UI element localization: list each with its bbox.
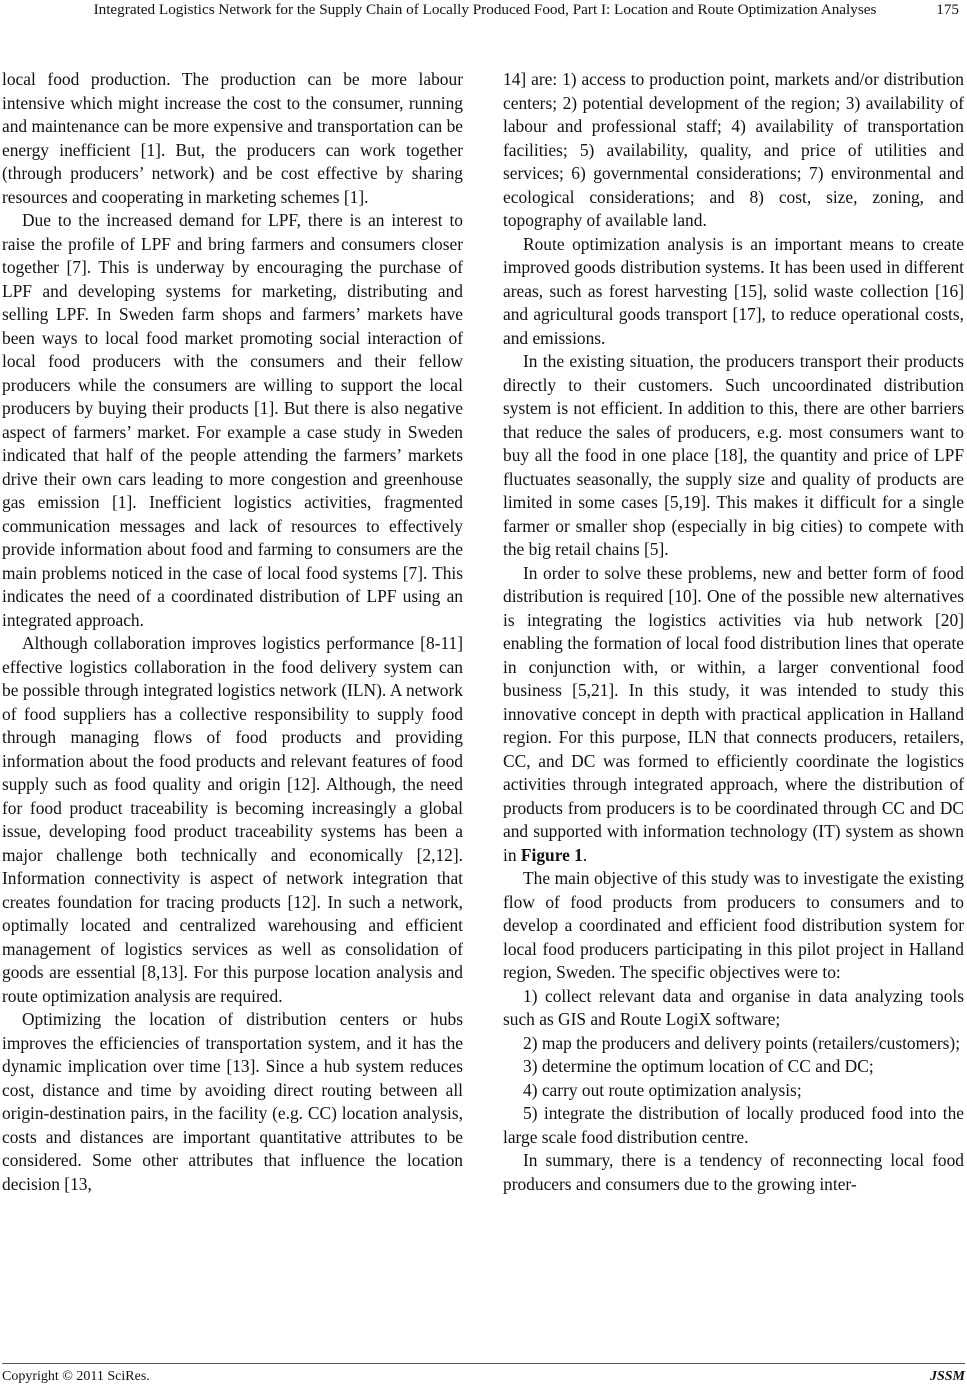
left-column (2, 68, 463, 1196)
paragraph: Although collaboration improves logistics performance [8-11] effective logistics collaboration in the food delivery system can be possible through integrated logistics network (ILN). A network of food suppliers has a collective responsibility to supply food through managing flows of food products and providing information about the food products and relevant features of food supply such as food quality and origin [12]. Although, the need for food product traceability is becoming increasingly a global issue, developing food product traceability systems has been a major challenge both technically and economically [2,12]. Information connectivity is aspect of network integration that creates foundation for tracing products [12]. In such a network, optimally located and centralized warehousing and efficient management of logistics services as well as consolidation of goods are essential [8,13]. For this purpose location analysis and route optimization analysis are required. (2, 633, 463, 1006)
footer-divider (2, 1363, 965, 1364)
objective-item: 1) collect relevant data and organise in data analyzing tools such as GIS and Route LogiX software; (503, 985, 964, 1029)
copyright-notice: Copyright © 2011 SciRes. (2, 1369, 150, 1384)
paragraph: 14] are: 1) access to production point, markets and/or distribution centers; 2) potential development of the region; 3) availability of labour and professional staff; 4) availability of transportation facilities; 5) availability, quality, and price of utilities and services; 6) governmental considerations; 7) environmental and ecological considerations; and 8) cost, size, zoning, and topography of available land. (503, 69, 964, 230)
journal-abbreviation: JSSM (929, 1369, 965, 1384)
paragraph-text: In order to solve these problems, new and better form of food distribution is required [10]. One of the possible new alternatives is integrating the logistics activities via hub network [20] enabling the formation of local food distribution lines that operate in conjunction with, or within, a larger conventional food business [5,21]. In this study, it was intended to study this innovative concept in depth with practical application in Halland region. For this purpose, ILN that connects producers, retailers, CC, and DC was formed to efficiently coordinate the logistics activities through integrated approach, where the distribution of products from producers is to be coordinated through CC and DC and supported with information technology (IT) system as shown in (503, 562, 964, 865)
objective-item: 5) integrate the distribution of locally produced food into the large scale food distribution centre. (503, 1103, 964, 1147)
running-header (40, 0, 930, 44)
objective-item: 2) map the producers and delivery points (retailers/customers); (523, 1032, 961, 1053)
paragraph: Due to the increased demand for LPF, there is an interest to raise the profile of LPF and bring farmers and consumers closer together [7]. This is underway by encouraging the purchase of LPF and developing systems for marketing, distributing and selling LPF. In Sweden farm shops and farmers’ markets have been ways to local food market promoting social interaction of local food producers with the consumers and their fellow producers while the consumers are willing to support the local producers by buying their products [1]. But there is also negative aspect of farmers’ market. For example a case study in Sweden indicated that half of the people attending the farmers’ markets drive their own cars leading to more congestion and greenhouse gas emission [1]. Inefficient logistics activities, fragmented communication messages and lack of resources to effectively provide information about food and farming to consumers are the main problems noticed in the case of local food systems [7]. This indicates the need of a coordinated distribution of LPF using an integrated approach. (2, 210, 463, 630)
paragraph: Route optimization analysis is an important means to create improved goods distribution systems. It has been used in different areas, such as forest harvesting [15], solid waste collection [16] and agricultural goods transport [17], to reduce operational costs, and emissions. (503, 233, 964, 348)
figure-reference-link[interactable]: Figure 1 (520, 844, 583, 865)
paragraph (503, 562, 964, 868)
paragraph: The main objective of this study was to investigate the existing flow of food products from producers to consumers and to develop a coordinated and efficient food distribution system for local food producers participating in this pilot project in Halland region, Sweden. The specific objectives were to: (503, 868, 964, 982)
objective-item: 3) determine the optimum location of CC and DC; (523, 1056, 874, 1076)
page-number: 175 (936, 1, 959, 18)
paragraph: local food production. The production can be more labour intensive which might increase the cost to the consumer, running and maintenance can be more expensive and transportation can be energy inefficient [1]. But, the producers can work together (through producers’ network) and be cost effective by sharing resources and cooperating in marketing schemes [1]. (2, 69, 463, 207)
running-title: Integrated Logistics Network for the Supply Chain of Locally Produced Food, Part I: Location and Route Optimization Analyses (93, 1, 877, 18)
objective-item: 4) carry out route optimization analysis; (523, 1079, 802, 1100)
right-column (503, 68, 964, 1196)
paragraph: In the existing situation, the producers transport their products directly to their customers. Such uncoordinated distribution system is not efficient. In addition to this, there are other barriers that reduce the sales of producers, e.g. most consumers want to buy all the food in one place [18], the quantity and price of LPF fluctuates seasonally, the supply size and quality of products are limited in some cases [5,19]. This makes it difficult for a single farmer or smaller shop (especially in big cities) to compete with the big retail chains [5]. (503, 351, 964, 559)
paragraph-end: . (582, 844, 588, 865)
paragraph: In summary, there is a tendency of reconnecting local food producers and consumers due to the growing inter- (503, 1150, 964, 1194)
paragraph: Optimizing the location of distribution centers or hubs improves the efficiencies of transportation system, and it has the dynamic implication over time [13]. Since a hub system reduces cost, distance and time by avoiding direct routing between all origin-destination pairs, in the facility (e.g. CC) location analysis, costs and distances are important quantitative attributes to be considered. Some other attributes that influence the location decision [13, (2, 1009, 463, 1194)
